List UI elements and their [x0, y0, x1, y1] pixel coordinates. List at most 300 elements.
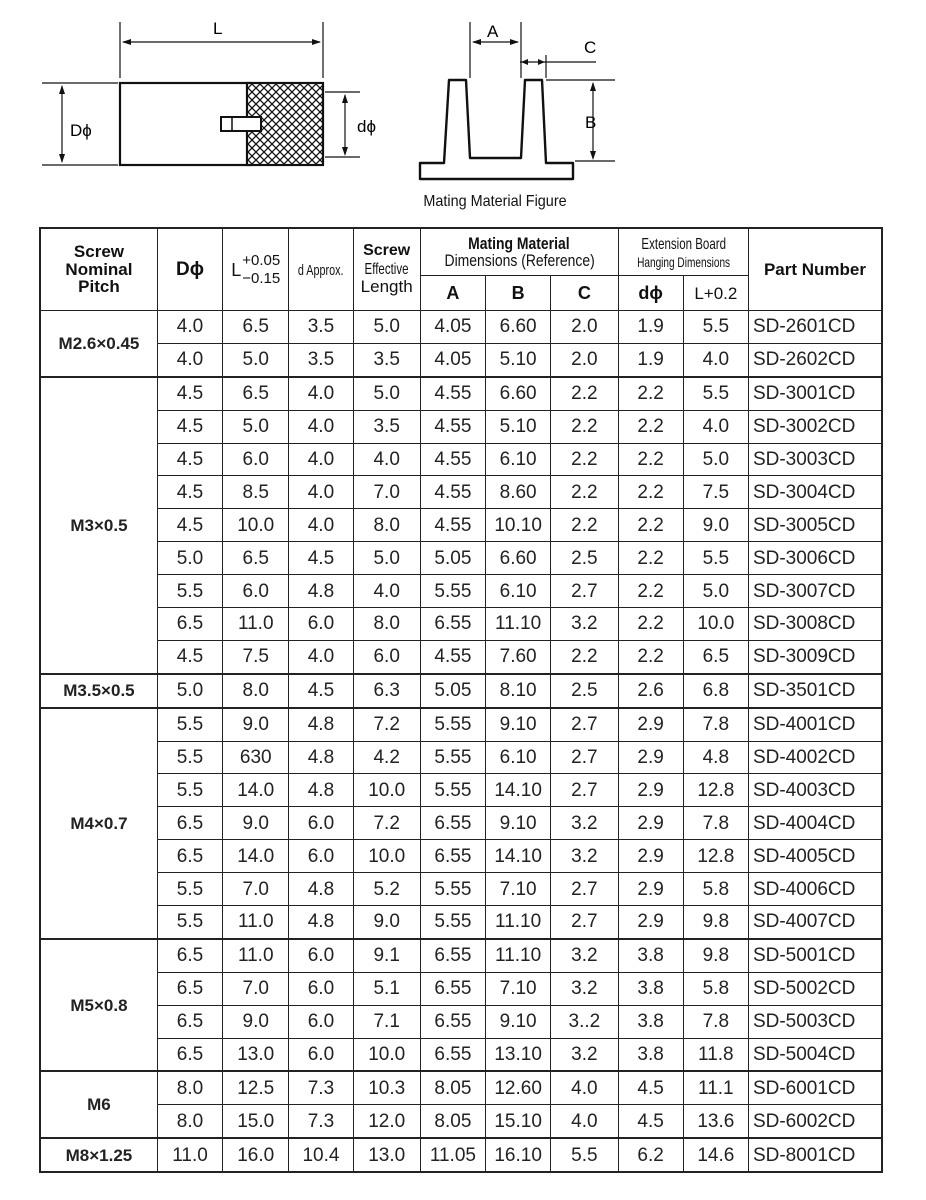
- screw-length-cell: 6.3: [353, 674, 420, 708]
- mating-b-cell: 6.10: [486, 443, 551, 476]
- ext-d-cell: 2.2: [618, 542, 683, 575]
- screw-length-cell: 3.5: [353, 343, 420, 376]
- part-number-cell: SD-6002CD: [748, 1105, 882, 1138]
- table-row: [40, 906, 882, 939]
- d-approx-cell: 4.0: [289, 410, 353, 443]
- screw-length-cell: 10.0: [353, 1038, 420, 1071]
- ext-d-cell: 2.2: [618, 443, 683, 476]
- ext-d-cell: 1.9: [618, 343, 683, 376]
- header-ext-line1: Extension Board: [640, 235, 726, 253]
- ext-l-cell: 5.0: [683, 575, 748, 608]
- screw-length-cell: 7.0: [353, 476, 420, 509]
- ext-l-cell: 5.8: [683, 972, 748, 1005]
- ext-l-cell: 13.6: [683, 1105, 748, 1138]
- ext-l-cell: 11.1: [683, 1071, 748, 1104]
- screw-pitch-cell: M6: [40, 1071, 157, 1138]
- mating-c-cell: 2.5: [551, 674, 618, 708]
- screw-length-cell: 8.0: [353, 608, 420, 641]
- mating-b-cell: 8.10: [486, 674, 551, 708]
- d-approx-cell: 6.0: [289, 972, 353, 1005]
- ext-l-cell: 6.8: [683, 674, 748, 708]
- part-number-cell: SD-5003CD: [748, 1005, 882, 1038]
- header-l-tolerance: [223, 228, 289, 311]
- mating-a-cell: 6.55: [420, 939, 485, 972]
- part-number-cell: SD-4006CD: [748, 873, 882, 906]
- table-row: [40, 509, 882, 542]
- header-screw-length: [353, 228, 420, 311]
- d-phi-cell: 6.5: [157, 840, 222, 873]
- mating-c-cell: 2.2: [551, 443, 618, 476]
- header-d-approx: [289, 228, 353, 311]
- screw-length-cell: 5.2: [353, 873, 420, 906]
- mating-b-cell: 9.10: [486, 1005, 551, 1038]
- mating-a-cell: 8.05: [420, 1071, 485, 1104]
- header-d-phi: Dϕ: [157, 228, 222, 311]
- mating-c-cell: 3.2: [551, 1038, 618, 1071]
- l-cell: 11.0: [223, 906, 289, 939]
- mating-c-cell: 2.2: [551, 509, 618, 542]
- mating-c-cell: 4.0: [551, 1105, 618, 1138]
- screw-pitch-cell: M2.6×0.45: [40, 311, 157, 377]
- table-row: [40, 873, 882, 906]
- d-phi-cell: 6.5: [157, 939, 222, 972]
- screw-length-cell: 3.5: [353, 410, 420, 443]
- ext-l-cell: 4.0: [683, 410, 748, 443]
- header-screw-pitch-line3: Pitch: [78, 277, 120, 297]
- mating-b-cell: 16.10: [486, 1138, 551, 1172]
- ext-d-cell: 2.2: [618, 509, 683, 542]
- ext-d-cell: 3.8: [618, 972, 683, 1005]
- mating-b-cell: 6.60: [486, 542, 551, 575]
- mating-b-cell: 7.10: [486, 972, 551, 1005]
- mating-a-cell: 6.55: [420, 1005, 485, 1038]
- ext-l-cell: 5.8: [683, 873, 748, 906]
- ext-d-cell: 4.5: [618, 1105, 683, 1138]
- table-row: [40, 542, 882, 575]
- screw-length-cell: 8.0: [353, 509, 420, 542]
- screw-length-cell: 13.0: [353, 1138, 420, 1172]
- table-header: [40, 228, 882, 311]
- part-number-cell: SD-5002CD: [748, 972, 882, 1005]
- d-approx-cell: 6.0: [289, 1038, 353, 1071]
- mating-c-cell: 2.7: [551, 741, 618, 774]
- screw-length-cell: 4.0: [353, 575, 420, 608]
- l-cell: 7.0: [223, 873, 289, 906]
- d-approx-cell: 7.3: [289, 1071, 353, 1104]
- header-screw-length-line1: Screw: [363, 241, 411, 259]
- ext-l-cell: 5.5: [683, 311, 748, 344]
- ext-d-cell: 2.9: [618, 774, 683, 807]
- table-row: [40, 774, 882, 807]
- table-body: [40, 311, 882, 1173]
- header-screw-pitch-line1: Screw: [73, 241, 124, 261]
- mating-c-cell: 3.2: [551, 807, 618, 840]
- screw-length-cell: 6.0: [353, 640, 420, 673]
- d-approx-cell: 4.8: [289, 741, 353, 774]
- part-number-cell: SD-2602CD: [748, 343, 882, 376]
- mating-b-cell: 6.10: [486, 741, 551, 774]
- part-number-cell: SD-3501CD: [748, 674, 882, 708]
- l-cell: 16.0: [223, 1138, 289, 1172]
- l-cell: 7.0: [223, 972, 289, 1005]
- table-row: [40, 1071, 882, 1104]
- screw-length-cell: 5.0: [353, 377, 420, 410]
- d-approx-cell: 6.0: [289, 608, 353, 641]
- l-cell: 6.0: [223, 575, 289, 608]
- mating-c-cell: 2.2: [551, 640, 618, 673]
- screw-pitch-cell: M3.5×0.5: [40, 674, 157, 708]
- d-phi-cell: 11.0: [157, 1138, 222, 1172]
- mating-a-cell: 6.55: [420, 840, 485, 873]
- mating-b-cell: 7.60: [486, 640, 551, 673]
- mating-c-cell: 3.2: [551, 939, 618, 972]
- ext-l-cell: 11.8: [683, 1038, 748, 1071]
- mating-a-cell: 4.55: [420, 476, 485, 509]
- d-phi-cell: 5.5: [157, 906, 222, 939]
- d-phi-cell: 5.5: [157, 575, 222, 608]
- ext-d-cell: 2.2: [618, 575, 683, 608]
- part-number-cell: SD-3003CD: [748, 443, 882, 476]
- dimension-figure: [0, 0, 926, 225]
- mating-c-cell: 3.2: [551, 972, 618, 1005]
- screw-length-cell: 9.1: [353, 939, 420, 972]
- d-approx-cell: 4.0: [289, 509, 353, 542]
- mating-a-cell: 5.55: [420, 741, 485, 774]
- d-approx-cell: 6.0: [289, 1005, 353, 1038]
- mating-b-cell: 7.10: [486, 873, 551, 906]
- d-phi-cell: 6.5: [157, 807, 222, 840]
- mating-b-cell: 14.10: [486, 774, 551, 807]
- d-phi-cell: 5.5: [157, 873, 222, 906]
- d-approx-cell: 4.8: [289, 774, 353, 807]
- mating-c-cell: 2.2: [551, 377, 618, 410]
- d-approx-cell: 6.0: [289, 840, 353, 873]
- header-mating-line2-wrap: [421, 252, 618, 269]
- ext-l-cell: 7.8: [683, 708, 748, 741]
- mating-a-cell: 5.05: [420, 674, 485, 708]
- mating-a-cell: 6.55: [420, 807, 485, 840]
- mating-a-cell: 4.05: [420, 311, 485, 344]
- table-row: [40, 708, 882, 741]
- ext-d-cell: 3.8: [618, 939, 683, 972]
- part-number-cell: SD-3005CD: [748, 509, 882, 542]
- part-number-cell: SD-4001CD: [748, 708, 882, 741]
- d-approx-cell: 3.5: [289, 343, 353, 376]
- d-phi-cell: 8.0: [157, 1105, 222, 1138]
- table-row: [40, 575, 882, 608]
- screw-length-cell: 5.0: [353, 311, 420, 344]
- mating-a-cell: 5.55: [420, 774, 485, 807]
- part-number-cell: SD-4003CD: [748, 774, 882, 807]
- mating-a-cell: 5.55: [420, 575, 485, 608]
- figure-caption: Mating Material Figure: [423, 193, 567, 210]
- mating-a-cell: 4.55: [420, 640, 485, 673]
- header-mating-line1: Mating Material: [468, 234, 570, 253]
- header-screw-length-line3: Length: [360, 277, 413, 297]
- table-row: [40, 1005, 882, 1038]
- part-number-cell: SD-6001CD: [748, 1071, 882, 1104]
- header-ext-line2: Hanging Dimensions: [636, 253, 730, 270]
- l-cell: 6.0: [223, 443, 289, 476]
- ext-l-cell: 7.8: [683, 1005, 748, 1038]
- ext-l-cell: 9.0: [683, 509, 748, 542]
- ext-d-cell: 2.2: [618, 410, 683, 443]
- d-approx-cell: 4.0: [289, 443, 353, 476]
- l-cell: 15.0: [223, 1105, 289, 1138]
- header-mating-line1-wrap: [421, 235, 618, 252]
- mating-b-cell: 8.60: [486, 476, 551, 509]
- header-ext-l: L+0.2: [683, 276, 748, 311]
- table-row: [40, 1138, 882, 1172]
- d-phi-cell: 4.5: [157, 410, 222, 443]
- ext-l-cell: 6.5: [683, 640, 748, 673]
- d-phi-cell: 5.5: [157, 708, 222, 741]
- mating-c-cell: 2.0: [551, 311, 618, 344]
- d-approx-cell: 4.5: [289, 542, 353, 575]
- part-number-cell: SD-3001CD: [748, 377, 882, 410]
- header-mating-line2: Dimensions (Reference): [443, 251, 595, 270]
- ext-d-cell: 3.8: [618, 1005, 683, 1038]
- mating-b-cell: 5.10: [486, 343, 551, 376]
- mating-b-cell: 11.10: [486, 939, 551, 972]
- l-cell: 8.5: [223, 476, 289, 509]
- header-mating-a: A: [420, 276, 485, 311]
- mating-b-cell: 11.10: [486, 906, 551, 939]
- header-mating-dimensions: [420, 228, 618, 276]
- l-cell: 630: [223, 741, 289, 774]
- dim-A-label: A: [487, 22, 499, 41]
- mating-b-cell: 5.10: [486, 410, 551, 443]
- mating-c-cell: 4.0: [551, 1071, 618, 1104]
- mating-a-cell: 5.55: [420, 873, 485, 906]
- l-cell: 10.0: [223, 509, 289, 542]
- mating-a-cell: 11.05: [420, 1138, 485, 1172]
- mating-b-cell: 11.10: [486, 608, 551, 641]
- screw-pitch-cell: M5×0.8: [40, 939, 157, 1072]
- screw-length-cell: 4.0: [353, 443, 420, 476]
- mating-c-cell: 2.0: [551, 343, 618, 376]
- d-phi-cell: 4.5: [157, 509, 222, 542]
- dim-d-label: dϕ: [357, 117, 376, 136]
- header-d-approx-label: d Approx.: [298, 262, 344, 279]
- header-screw-pitch-line2: Nominal: [65, 259, 133, 279]
- mating-a-cell: 4.55: [420, 443, 485, 476]
- d-phi-cell: 5.5: [157, 741, 222, 774]
- l-cell: 7.5: [223, 640, 289, 673]
- standoff-side-view: [42, 19, 376, 165]
- mating-a-cell: 8.05: [420, 1105, 485, 1138]
- dim-C-label: C: [584, 38, 597, 57]
- header-extension-board: [618, 228, 748, 276]
- dim-D-label: Dϕ: [70, 121, 92, 140]
- screw-pitch-cell: M3×0.5: [40, 377, 157, 674]
- part-number-cell: SD-4004CD: [748, 807, 882, 840]
- d-approx-cell: 4.8: [289, 708, 353, 741]
- table-row: [40, 741, 882, 774]
- ext-l-cell: 9.8: [683, 939, 748, 972]
- d-approx-cell: 4.0: [289, 476, 353, 509]
- mating-c-cell: 5.5: [551, 1138, 618, 1172]
- screw-length-cell: 7.1: [353, 1005, 420, 1038]
- mating-a-cell: 4.55: [420, 509, 485, 542]
- screw-length-cell: 9.0: [353, 906, 420, 939]
- mating-c-cell: 2.7: [551, 708, 618, 741]
- mating-b-cell: 6.60: [486, 311, 551, 344]
- ext-d-cell: 6.2: [618, 1138, 683, 1172]
- part-number-cell: SD-5001CD: [748, 939, 882, 972]
- header-screw-pitch: [40, 228, 157, 311]
- screw-length-cell: 7.2: [353, 708, 420, 741]
- dim-L-label: L: [213, 19, 223, 38]
- ext-l-cell: 4.0: [683, 343, 748, 376]
- table-row: [40, 1038, 882, 1071]
- ext-d-cell: 2.9: [618, 807, 683, 840]
- l-cell: 14.0: [223, 774, 289, 807]
- part-number-cell: SD-3007CD: [748, 575, 882, 608]
- d-phi-cell: 5.0: [157, 674, 222, 708]
- header-screw-length-line2: Effective: [364, 260, 409, 278]
- l-cell: 5.0: [223, 343, 289, 376]
- mating-c-cell: 2.7: [551, 873, 618, 906]
- screw-pitch-cell: M8×1.25: [40, 1138, 157, 1172]
- mating-c-cell: 2.2: [551, 476, 618, 509]
- header-l-main: L: [231, 259, 242, 280]
- ext-l-cell: 5.5: [683, 542, 748, 575]
- header-l-tol-plus: +0.05: [242, 252, 281, 270]
- d-approx-cell: 4.8: [289, 575, 353, 608]
- d-approx-cell: 4.0: [289, 377, 353, 410]
- ext-l-cell: 7.5: [683, 476, 748, 509]
- header-mating-c: C: [551, 276, 618, 311]
- mating-a-cell: 4.05: [420, 343, 485, 376]
- screw-length-cell: 10.0: [353, 840, 420, 873]
- part-number-cell: SD-4007CD: [748, 906, 882, 939]
- mating-c-cell: 3.2: [551, 608, 618, 641]
- part-number-cell: SD-4005CD: [748, 840, 882, 873]
- l-cell: 6.5: [223, 542, 289, 575]
- l-cell: 9.0: [223, 708, 289, 741]
- l-cell: 5.0: [223, 410, 289, 443]
- d-phi-cell: 4.5: [157, 640, 222, 673]
- table-row: [40, 1105, 882, 1138]
- l-cell: 14.0: [223, 840, 289, 873]
- ext-d-cell: 1.9: [618, 311, 683, 344]
- screw-pitch-cell: M4×0.7: [40, 708, 157, 939]
- d-phi-cell: 4.0: [157, 343, 222, 376]
- mating-c-cell: 2.5: [551, 542, 618, 575]
- header-screw-length-line2-wrap: [354, 260, 420, 279]
- mating-b-cell: 9.10: [486, 807, 551, 840]
- d-phi-cell: 4.5: [157, 476, 222, 509]
- d-phi-cell: 5.5: [157, 774, 222, 807]
- table-row: [40, 640, 882, 673]
- table-row: [40, 608, 882, 641]
- l-cell: 11.0: [223, 939, 289, 972]
- d-approx-cell: 6.0: [289, 807, 353, 840]
- d-approx-cell: 3.5: [289, 311, 353, 344]
- part-number-cell: SD-5004CD: [748, 1038, 882, 1071]
- d-phi-cell: 4.0: [157, 311, 222, 344]
- ext-d-cell: 4.5: [618, 1071, 683, 1104]
- ext-d-cell: 2.2: [618, 377, 683, 410]
- ext-l-cell: 14.6: [683, 1138, 748, 1172]
- ext-d-cell: 3.8: [618, 1038, 683, 1071]
- ext-l-cell: 12.8: [683, 840, 748, 873]
- screw-length-cell: 12.0: [353, 1105, 420, 1138]
- screw-length-cell: 7.2: [353, 807, 420, 840]
- ext-d-cell: 2.2: [618, 476, 683, 509]
- d-approx-cell: 7.3: [289, 1105, 353, 1138]
- ext-d-cell: 2.9: [618, 873, 683, 906]
- ext-l-cell: 10.0: [683, 608, 748, 641]
- ext-l-cell: 5.5: [683, 377, 748, 410]
- header-ext-line1-wrap: [619, 235, 748, 253]
- mating-c-cell: 2.2: [551, 410, 618, 443]
- l-cell: 12.5: [223, 1071, 289, 1104]
- part-number-cell: SD-8001CD: [748, 1138, 882, 1172]
- mating-b-cell: 15.10: [486, 1105, 551, 1138]
- part-number-cell: SD-3008CD: [748, 608, 882, 641]
- l-cell: 8.0: [223, 674, 289, 708]
- mating-b-cell: 10.10: [486, 509, 551, 542]
- ext-d-cell: 2.9: [618, 708, 683, 741]
- mating-a-cell: 5.55: [420, 906, 485, 939]
- l-cell: 6.5: [223, 377, 289, 410]
- d-phi-cell: 4.5: [157, 377, 222, 410]
- screw-length-cell: 10.0: [353, 774, 420, 807]
- header-l-tol-minus: −0.15: [242, 269, 281, 287]
- d-phi-cell: 6.5: [157, 608, 222, 641]
- d-approx-cell: 4.8: [289, 906, 353, 939]
- mating-b-cell: 6.10: [486, 575, 551, 608]
- d-phi-cell: 6.5: [157, 1038, 222, 1071]
- d-phi-cell: 4.5: [157, 443, 222, 476]
- l-cell: 9.0: [223, 1005, 289, 1038]
- spec-table: [39, 227, 883, 1173]
- table-row: [40, 343, 882, 376]
- table-row: [40, 840, 882, 873]
- header-ext-line2-wrap: [619, 253, 748, 270]
- table-row: [40, 939, 882, 972]
- mating-b-cell: 13.10: [486, 1038, 551, 1071]
- table-row: [40, 410, 882, 443]
- ext-d-cell: 2.9: [618, 741, 683, 774]
- mating-a-cell: 4.55: [420, 377, 485, 410]
- mating-a-cell: 6.55: [420, 608, 485, 641]
- table-row: [40, 377, 882, 410]
- ext-d-cell: 2.2: [618, 608, 683, 641]
- ext-d-cell: 2.2: [618, 640, 683, 673]
- ext-l-cell: 9.8: [683, 906, 748, 939]
- d-approx-cell: 6.0: [289, 939, 353, 972]
- mating-a-cell: 6.55: [420, 972, 485, 1005]
- d-phi-cell: 6.5: [157, 972, 222, 1005]
- mating-a-cell: 5.55: [420, 708, 485, 741]
- ext-l-cell: 5.0: [683, 443, 748, 476]
- part-number-cell: SD-3009CD: [748, 640, 882, 673]
- mating-material-figure: [420, 22, 615, 179]
- mating-a-cell: 4.55: [420, 410, 485, 443]
- header-mating-b: B: [486, 276, 551, 311]
- table-row: [40, 674, 882, 708]
- l-cell: 6.5: [223, 311, 289, 344]
- d-approx-cell: 4.8: [289, 873, 353, 906]
- screw-length-cell: 4.2: [353, 741, 420, 774]
- d-phi-cell: 6.5: [157, 1005, 222, 1038]
- mating-a-cell: 5.05: [420, 542, 485, 575]
- d-approx-cell: 10.4: [289, 1138, 353, 1172]
- l-cell: 13.0: [223, 1038, 289, 1071]
